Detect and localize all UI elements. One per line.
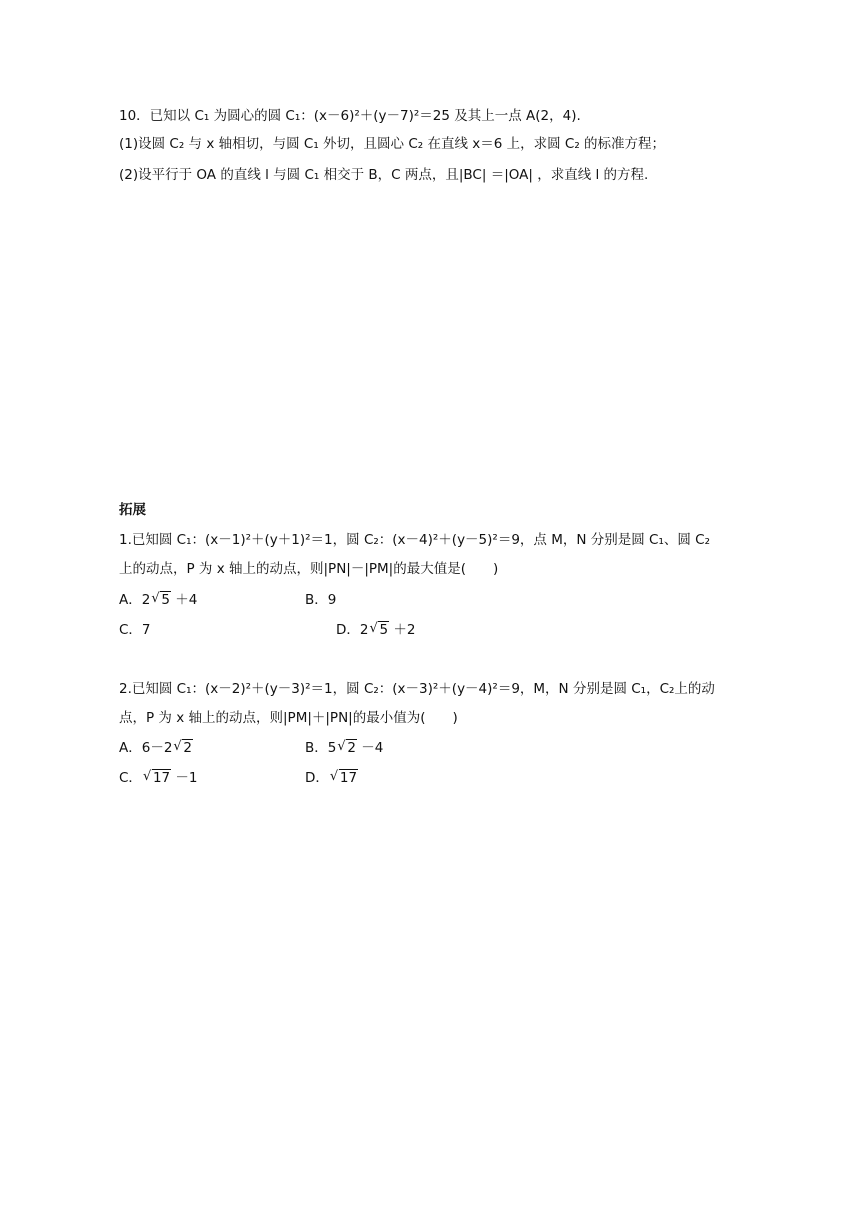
extension-q2-option-d: D．√ 17 — [305, 768, 358, 788]
problem-10-part-1: (1)设圆 C₂ 与 x 轴相切，与圆 C₁ 外切，且圆心 C₂ 在直线 x＝6 上，求圆 C₂ 的标准方程； — [119, 136, 666, 152]
extension-heading: 拓展 — [119, 502, 146, 518]
extension-q2-option-b: B．5√ 2 －4 — [305, 738, 383, 758]
extension-q1-option-d: D．2√ 5 ＋2 — [336, 620, 415, 640]
problem-10-part-2: (2)设平行于 OA 的直线 l 与圆 C₁ 相交于 B，C 两点，且|BC| ＝|OA| ，求直线 l 的方程. — [119, 167, 649, 183]
problem-10-intro: 10．已知以 C₁ 为圆心的圆 C₁：(x－6)²＋(y－7)²＝25 及其上一点 A(2，4). — [119, 108, 581, 124]
sqrt-symbol: √ 17 — [143, 768, 171, 788]
sqrt-symbol: √ 5 — [151, 590, 171, 610]
sqrt-symbol: √ 2 — [337, 738, 357, 758]
sqrt-symbol: √ 5 — [369, 620, 389, 640]
extension-q1-line-2: 上的动点，P 为 x 轴上的动点，则|PN|－|PM|的最大值是( ) — [119, 561, 499, 577]
extension-q1-option-b: B．9 — [305, 592, 337, 608]
extension-q1-line-1: 1.已知圆 C₁：(x－1)²＋(y＋1)²＝1，圆 C₂：(x－4)²＋(y－5)²＝9，点 M，N 分别是圆 C₁、圆 C₂ — [119, 532, 710, 548]
sqrt-symbol: √ 2 — [173, 738, 193, 758]
extension-q2-option-a: A．6－2√ 2 — [119, 738, 193, 758]
extension-q2-line-1: 2.已知圆 C₁：(x－2)²＋(y－3)²＝1，圆 C₂：(x－3)²＋(y－4)²＝9，M，N 分别是圆 C₁，C₂上的动 — [119, 681, 715, 697]
extension-q2-line-2: 点，P 为 x 轴上的动点，则|PM|＋|PN|的最小值为( ) — [119, 710, 458, 726]
sqrt-symbol: √ 17 — [330, 768, 358, 788]
extension-q2-option-c: C．√ 17 －1 — [119, 768, 198, 788]
extension-q1-option-a: A．2√ 5 ＋4 — [119, 590, 197, 610]
extension-q1-option-c: C．7 — [119, 622, 151, 638]
